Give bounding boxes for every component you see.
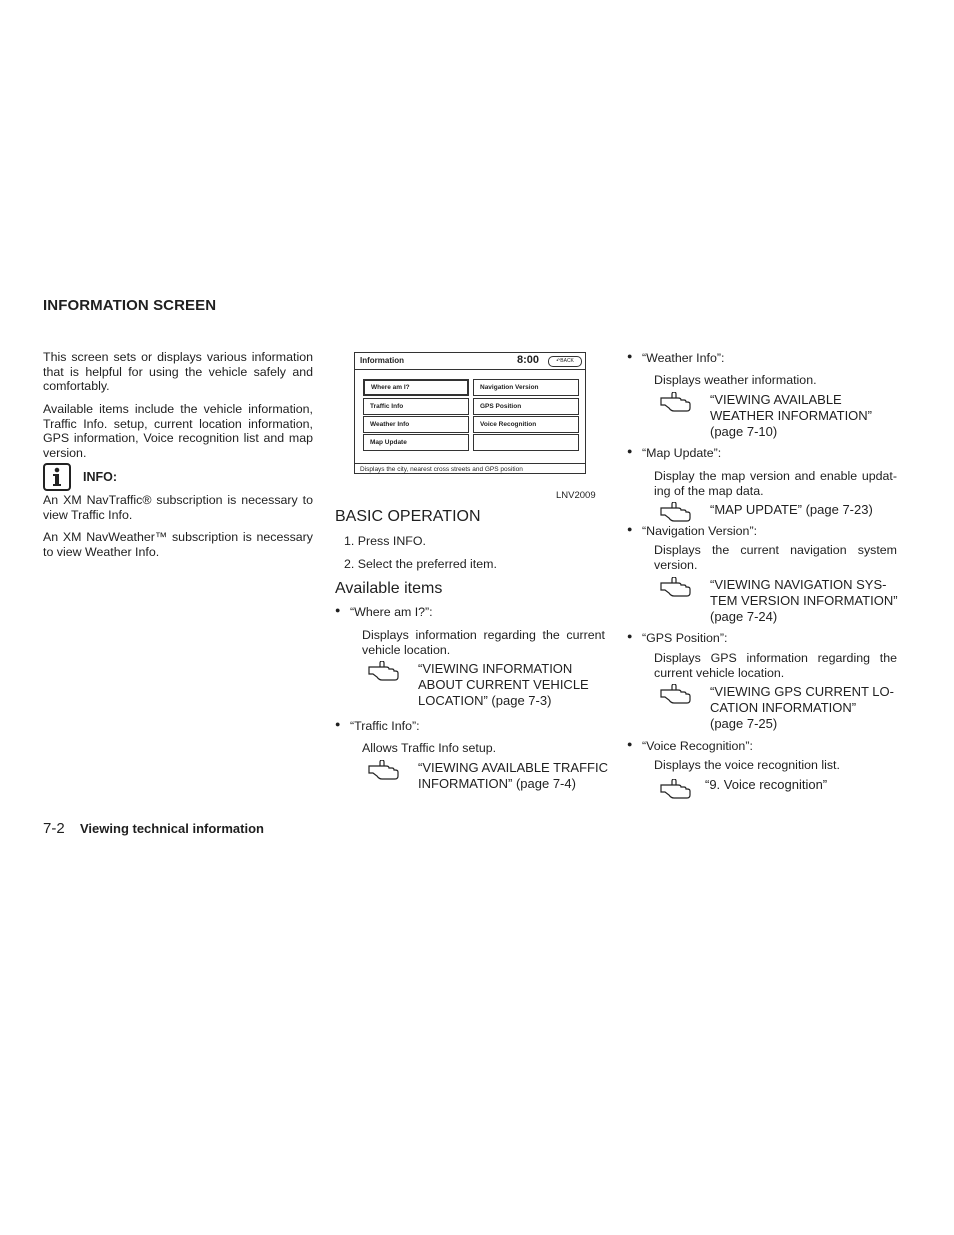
pointing-hand-icon bbox=[660, 392, 692, 412]
screen-button-map-update: Map Update bbox=[363, 434, 469, 451]
step-1: 1. Press INFO. bbox=[344, 534, 426, 548]
item-navigation-version-desc: Displays the current navigation system version. bbox=[654, 543, 897, 572]
ref-line: “VIEWING INFORMATION bbox=[418, 661, 573, 676]
item-navigation-version-label: ● “Navigation Version”: bbox=[642, 524, 757, 538]
pointing-hand-icon bbox=[368, 760, 400, 780]
info-label: INFO: bbox=[83, 470, 118, 484]
back-label: BACK bbox=[560, 358, 574, 364]
screen-button-traffic-info: Traffic Info bbox=[363, 398, 469, 415]
screen-header bbox=[355, 353, 585, 370]
ref-line: WEATHER INFORMATION” bbox=[710, 408, 873, 423]
step-2: 2. Select the preferred item. bbox=[344, 557, 497, 571]
ref-line: TEM VERSION INFORMATION” bbox=[710, 593, 898, 608]
item-traffic-info-label: ● “Traffic Info”: bbox=[350, 719, 420, 733]
item-map-update-desc: Display the map version and enable updat-ing of the map data. bbox=[654, 469, 897, 498]
ref-line: “9. Voice recognition” bbox=[705, 777, 828, 792]
back-arrow-icon: ↶ bbox=[556, 358, 561, 364]
ref-line: CATION INFORMATION” bbox=[710, 700, 857, 715]
ref-line: “MAP UPDATE” (page 7-23) bbox=[710, 502, 873, 517]
screen-button-weather-info: Weather Info bbox=[363, 416, 469, 433]
section-title: INFORMATION SCREEN bbox=[43, 297, 217, 314]
ref-line: INFORMATION” (page 7-4) bbox=[418, 776, 576, 791]
navtraffic-note: An XM NavTraffic® subscription is necessary to view Traffic Info. bbox=[43, 493, 313, 522]
screen-back-button bbox=[548, 356, 582, 367]
available-items-heading: Available items bbox=[335, 580, 443, 597]
item-weather-info-label: ● “Weather Info”: bbox=[642, 351, 724, 365]
screen-button-where-am-i: Where am I? bbox=[363, 379, 469, 396]
pointing-hand-icon bbox=[660, 779, 692, 799]
item-gps-position-desc: Displays GPS information regarding the current vehicle location. bbox=[654, 651, 897, 680]
item-voice-recognition-desc: Displays the voice recognition list. bbox=[654, 758, 840, 772]
pointing-hand-icon bbox=[368, 661, 400, 681]
item-weather-info-desc: Displays weather information. bbox=[654, 373, 817, 387]
screen-button-navigation-version: Navigation Version bbox=[473, 379, 579, 396]
item-voice-recognition-ref bbox=[705, 777, 827, 793]
item-map-update-ref bbox=[710, 502, 873, 518]
ref-line: (page 7-24) bbox=[710, 609, 778, 624]
info-icon bbox=[43, 463, 71, 491]
footer-title: Viewing technical information bbox=[80, 821, 264, 836]
ref-line: (page 7-25) bbox=[710, 716, 778, 731]
item-where-am-i-label: ● “Where am I?”: bbox=[350, 605, 433, 619]
information-screen-figure bbox=[354, 352, 586, 474]
ref-line: “VIEWING NAVIGATION SYS- bbox=[710, 577, 887, 592]
screen-button-empty bbox=[473, 434, 579, 451]
pointing-hand-icon bbox=[660, 684, 692, 704]
basic-operation-heading: BASIC OPERATION bbox=[335, 508, 481, 525]
item-gps-position-label: ● “GPS Position”: bbox=[642, 631, 727, 645]
item-map-update-label: ● “Map Update”: bbox=[642, 446, 721, 460]
screen-title: Information bbox=[360, 356, 404, 365]
item-where-am-i-ref bbox=[418, 661, 589, 709]
ref-line: “VIEWING AVAILABLE TRAFFIC bbox=[418, 760, 608, 775]
figure-caption: LNV2009 bbox=[556, 490, 596, 501]
pointing-hand-icon bbox=[660, 577, 692, 597]
ref-line: (page 7-10) bbox=[710, 424, 778, 439]
screen-button-gps-position: GPS Position bbox=[473, 398, 579, 415]
page-number: 7-2 bbox=[43, 820, 65, 837]
item-navigation-version-ref bbox=[710, 577, 898, 625]
item-where-am-i-desc: Displays information regarding the current vehicle location. bbox=[362, 628, 605, 657]
ref-line: ABOUT CURRENT VEHICLE bbox=[418, 677, 589, 692]
item-voice-recognition-label: ● “Voice Recognition”: bbox=[642, 739, 753, 753]
ref-line: LOCATION” (page 7-3) bbox=[418, 693, 552, 708]
item-traffic-info-desc: Allows Traffic Info setup. bbox=[362, 741, 497, 755]
item-traffic-info-ref bbox=[418, 760, 608, 792]
screen-button-voice-recognition: Voice Recognition bbox=[473, 416, 579, 433]
screen-status-bar: Displays the city, nearest cross streets and GPS position bbox=[355, 463, 585, 474]
ref-line: “VIEWING AVAILABLE bbox=[710, 392, 842, 407]
navweather-note: An XM NavWeather™ subscription is necessary to view Weather Info. bbox=[43, 530, 313, 559]
items-paragraph: Available items include the vehicle information, Traffic Info. setup, current location information, GPS information, Voice recognition list and map version. bbox=[43, 402, 313, 460]
screen-clock: 8:00 bbox=[517, 354, 540, 366]
pointing-hand-icon bbox=[660, 502, 692, 522]
item-weather-info-ref bbox=[710, 392, 872, 440]
ref-line: “VIEWING GPS CURRENT LO- bbox=[710, 684, 894, 699]
intro-paragraph: This screen sets or displays various information that is helpful for using the vehicle safely and comfortably. bbox=[43, 350, 313, 394]
item-gps-position-ref bbox=[710, 684, 894, 732]
